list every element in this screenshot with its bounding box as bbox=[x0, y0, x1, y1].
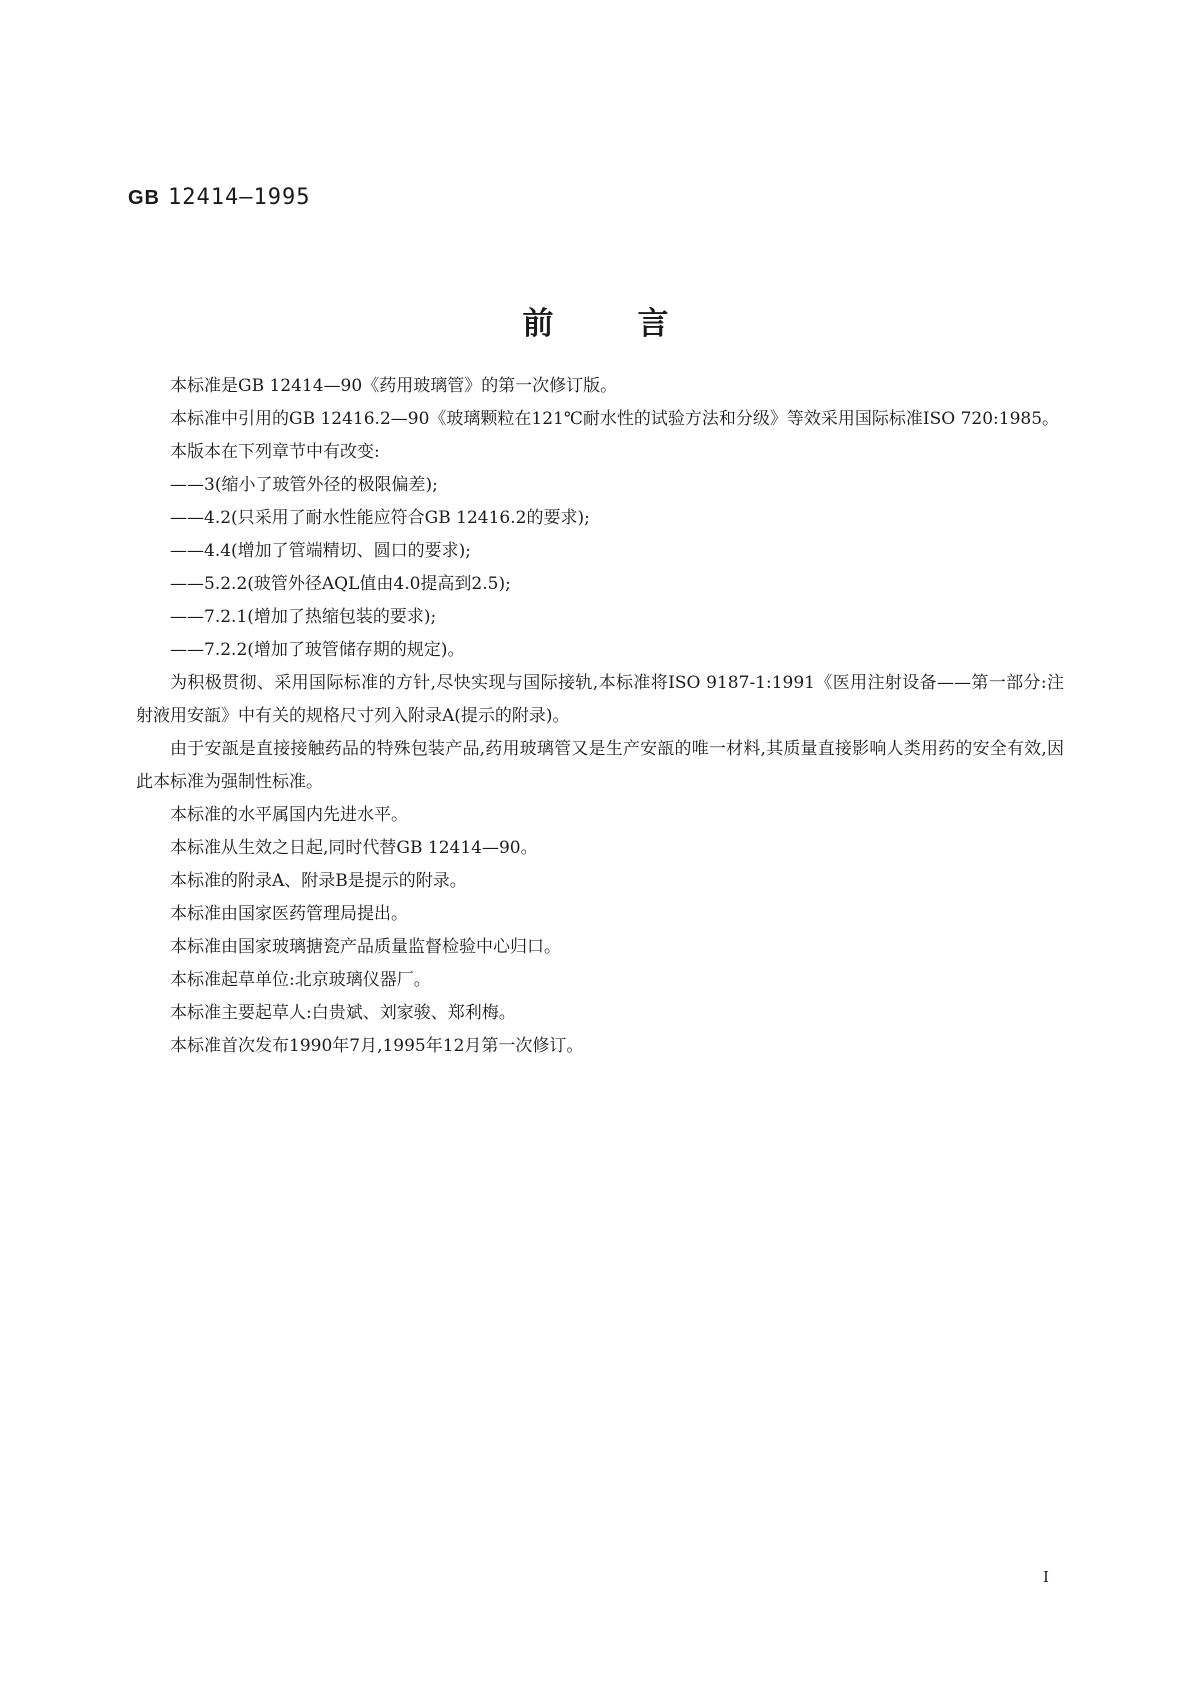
changes-list bbox=[136, 469, 1064, 667]
paragraph-reference: 本标准中引用的GB 12416.2—90《玻璃颗粒在121℃耐水性的试验方法和分级》等效采用国际标准ISO 720:1985。 bbox=[170, 409, 1060, 429]
paragraph-drafting-unit: 本标准起草单位:北京玻璃仪器厂。 bbox=[170, 970, 431, 990]
paragraph-proposed-by: 本标准由国家医药管理局提出。 bbox=[170, 904, 408, 924]
list-item: ——7.2.2(增加了玻管储存期的规定)。 bbox=[170, 640, 465, 660]
paragraph-publication: 本标准首次发布1990年7月,1995年12月第一次修订。 bbox=[170, 1036, 584, 1056]
list-item: ——3(缩小了玻管外径的极限偏差); bbox=[170, 475, 438, 495]
paragraph-replaces: 本标准从生效之日起,同时代替GB 12414—90。 bbox=[170, 838, 538, 858]
paragraph-appendix: 本标准的附录A、附录B是提示的附录。 bbox=[170, 871, 467, 891]
list-item: ——4.2(只采用了耐水性能应符合GB 12416.2的要求); bbox=[170, 508, 590, 528]
standard-code-number: 12414—1995 bbox=[168, 185, 311, 210]
page-number: I bbox=[1043, 1568, 1049, 1586]
list-item: ——7.2.1(增加了热缩包装的要求); bbox=[170, 607, 437, 627]
list-item: ——5.2.2(玻管外径AQL值由4.0提高到2.5); bbox=[170, 574, 511, 594]
paragraph-changes-intro: 本版本在下列章节中有改变: bbox=[170, 442, 380, 462]
paragraph-drafters: 本标准主要起草人:白贵斌、刘家骏、郑利梅。 bbox=[170, 1003, 516, 1023]
standard-code-prefix: GB bbox=[128, 187, 160, 209]
paragraph-level: 本标准的水平属国内先进水平。 bbox=[170, 805, 408, 825]
paragraph-international: 为积极贯彻、采用国际标准的方针,尽快实现与国际接轨,本标准将ISO 9187-1:1991《医用注射设备——第一部分:注射液用安瓿》中有关的规格尺寸列入附录A(提示的附录)。 bbox=[136, 673, 1064, 726]
paragraph-revision: 本标准是GB 12414—90《药用玻璃管》的第一次修订版。 bbox=[170, 376, 618, 396]
preface-title: 前言 bbox=[522, 306, 753, 342]
paragraph-mandatory: 由于安瓿是直接接触药品的特殊包装产品,药用玻璃管又是生产安瓿的唯一材料,其质量直接影响人类用药的安全有效,因此本标准为强制性标准。 bbox=[136, 739, 1064, 792]
preface-body bbox=[136, 370, 1064, 1063]
standard-code bbox=[128, 185, 310, 210]
paragraph-centralized-by: 本标准由国家玻璃搪瓷产品质量监督检验中心归口。 bbox=[170, 937, 561, 957]
list-item: ——4.4(增加了管端精切、圆口的要求); bbox=[170, 541, 472, 561]
